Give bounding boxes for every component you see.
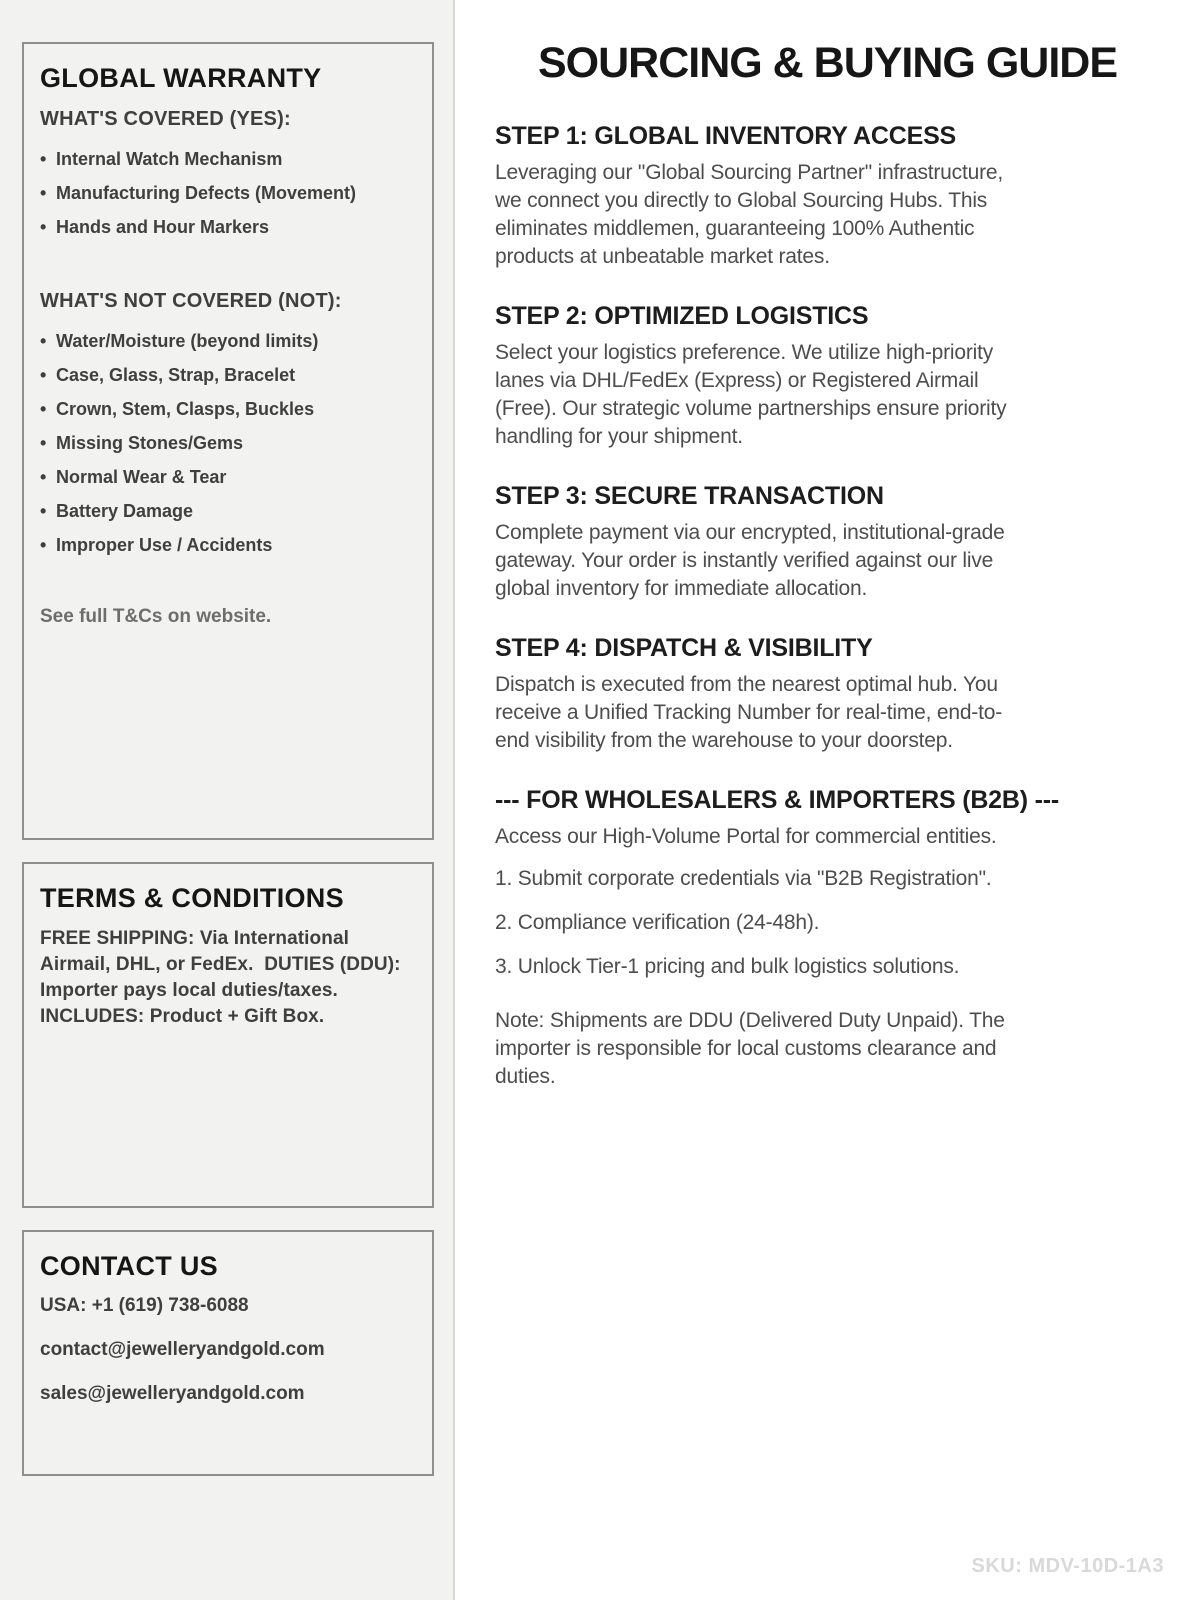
b2b-note: Note: Shipments are DDU (Delivered Duty Unpaid). The importer is responsible for local customs clearance and duties. [495,1009,1005,1089]
terms-title: TERMS & CONDITIONS [40,883,344,913]
step-1-heading: STEP 1: GLOBAL INVENTORY ACCESS [495,122,957,151]
step-2-body: Select your logistics preference. We utilize high-priority lanes via DHL/FedEx (Express) or Registered Airmail (Free). Our strategic volume partnerships ensure priority handling for your shipment. [495,341,1007,449]
b2b-item-1: 1. Submit corporate credentials via "B2B Registration". [495,867,992,891]
b2b-intro: Access our High-Volume Portal for commercial entities. [495,825,997,849]
step-2-section [495,301,1160,451]
contact-panel [22,1230,434,1476]
list-item-label: Normal Wear & Tear [56,467,227,488]
not-covered-title: WHAT'S NOT COVERED (NOT): [40,290,342,313]
list-item [40,210,416,244]
list-item-label: Missing Stones/Gems [56,433,244,454]
list-item-label: Case, Glass, Strap, Bracelet [56,365,296,386]
bullet-icon: • [40,399,47,420]
list-item [40,324,416,358]
bullet-icon: • [40,217,47,238]
step-1-section [495,121,1160,271]
b2b-item-3: 3. Unlock Tier-1 pricing and bulk logistics solutions. [495,955,960,979]
b2b-item-2: 2. Compliance verification (24-48h). [495,911,820,935]
warranty-footnote: See full T&Cs on website. [40,606,272,628]
bullet-icon: • [40,467,47,488]
list-item [40,392,416,426]
step-3-heading: STEP 3: SECURE TRANSACTION [495,482,884,511]
step-4-heading: STEP 4: DISPATCH & VISIBILITY [495,634,873,663]
sku-label: SKU: MDV-10D-1A3 [971,1555,1164,1577]
bullet-icon: • [40,501,47,522]
covered-list [40,142,416,244]
warranty-title: GLOBAL WARRANTY [40,63,322,93]
sidebar [0,0,455,1600]
list-item [40,358,416,392]
contact-email-primary: contact@jewelleryandgold.com [40,1339,325,1361]
list-item-label: Hands and Hour Markers [56,217,270,238]
contact-phone: USA: +1 (619) 738-6088 [40,1295,249,1317]
list-item [40,460,416,494]
list-item [40,176,416,210]
terms-panel [22,862,434,1208]
list-item-label: Improper Use / Accidents [56,535,273,556]
step-2-heading: STEP 2: OPTIMIZED LOGISTICS [495,302,869,331]
covered-title: WHAT'S COVERED (YES): [40,108,291,131]
main-content [455,0,1200,1600]
step-1-body: Leveraging our "Global Sourcing Partner" infrastructure, we connect you directly to Global Sourcing Hubs. This eliminates middlemen, guaranteeing 100% Authentic products at unbeatable market rates. [495,161,1003,269]
b2b-heading: --- FOR WHOLESALERS & IMPORTERS (B2B) --- [495,786,1059,815]
list-item [40,494,416,528]
list-item [40,528,416,562]
list-item-label: Water/Moisture (beyond limits) [56,331,319,352]
step-3-section [495,481,1160,603]
list-item-label: Crown, Stem, Clasps, Buckles [56,399,315,420]
bullet-icon: • [40,535,47,556]
page-title: SOURCING & BUYING GUIDE [537,39,1118,87]
bullet-icon: • [40,365,47,386]
contact-email-sales: sales@jewelleryandgold.com [40,1382,305,1404]
step-4-section [495,633,1160,755]
warranty-panel [22,42,434,840]
list-item-label: Manufacturing Defects (Movement) [56,183,357,204]
step-3-body: Complete payment via our encrypted, institutional-grade gateway. Your order is instantly verified against our live global inventory for immediate allocation. [495,521,1005,601]
bullet-icon: • [40,149,47,170]
list-item-label: Battery Damage [56,501,194,522]
b2b-section [495,785,1160,1091]
terms-body: FREE SHIPPING: Via International Airmail, DHL, or FedEx. DUTIES (DDU): Importer pays local duties/taxes. INCLUDES: Product + Gift Box. [40,928,401,1028]
bullet-icon: • [40,183,47,204]
bullet-icon: • [40,433,47,454]
list-item [40,426,416,460]
bullet-icon: • [40,331,47,352]
list-item [40,142,416,176]
list-item-label: Internal Watch Mechanism [56,149,283,170]
step-4-body: Dispatch is executed from the nearest optimal hub. You receive a Unified Tracking Number for real-time, end-to-end visibility from the warehouse to your doorstep. [495,673,1003,753]
not-covered-list [40,324,416,562]
contact-title: CONTACT US [40,1251,218,1281]
